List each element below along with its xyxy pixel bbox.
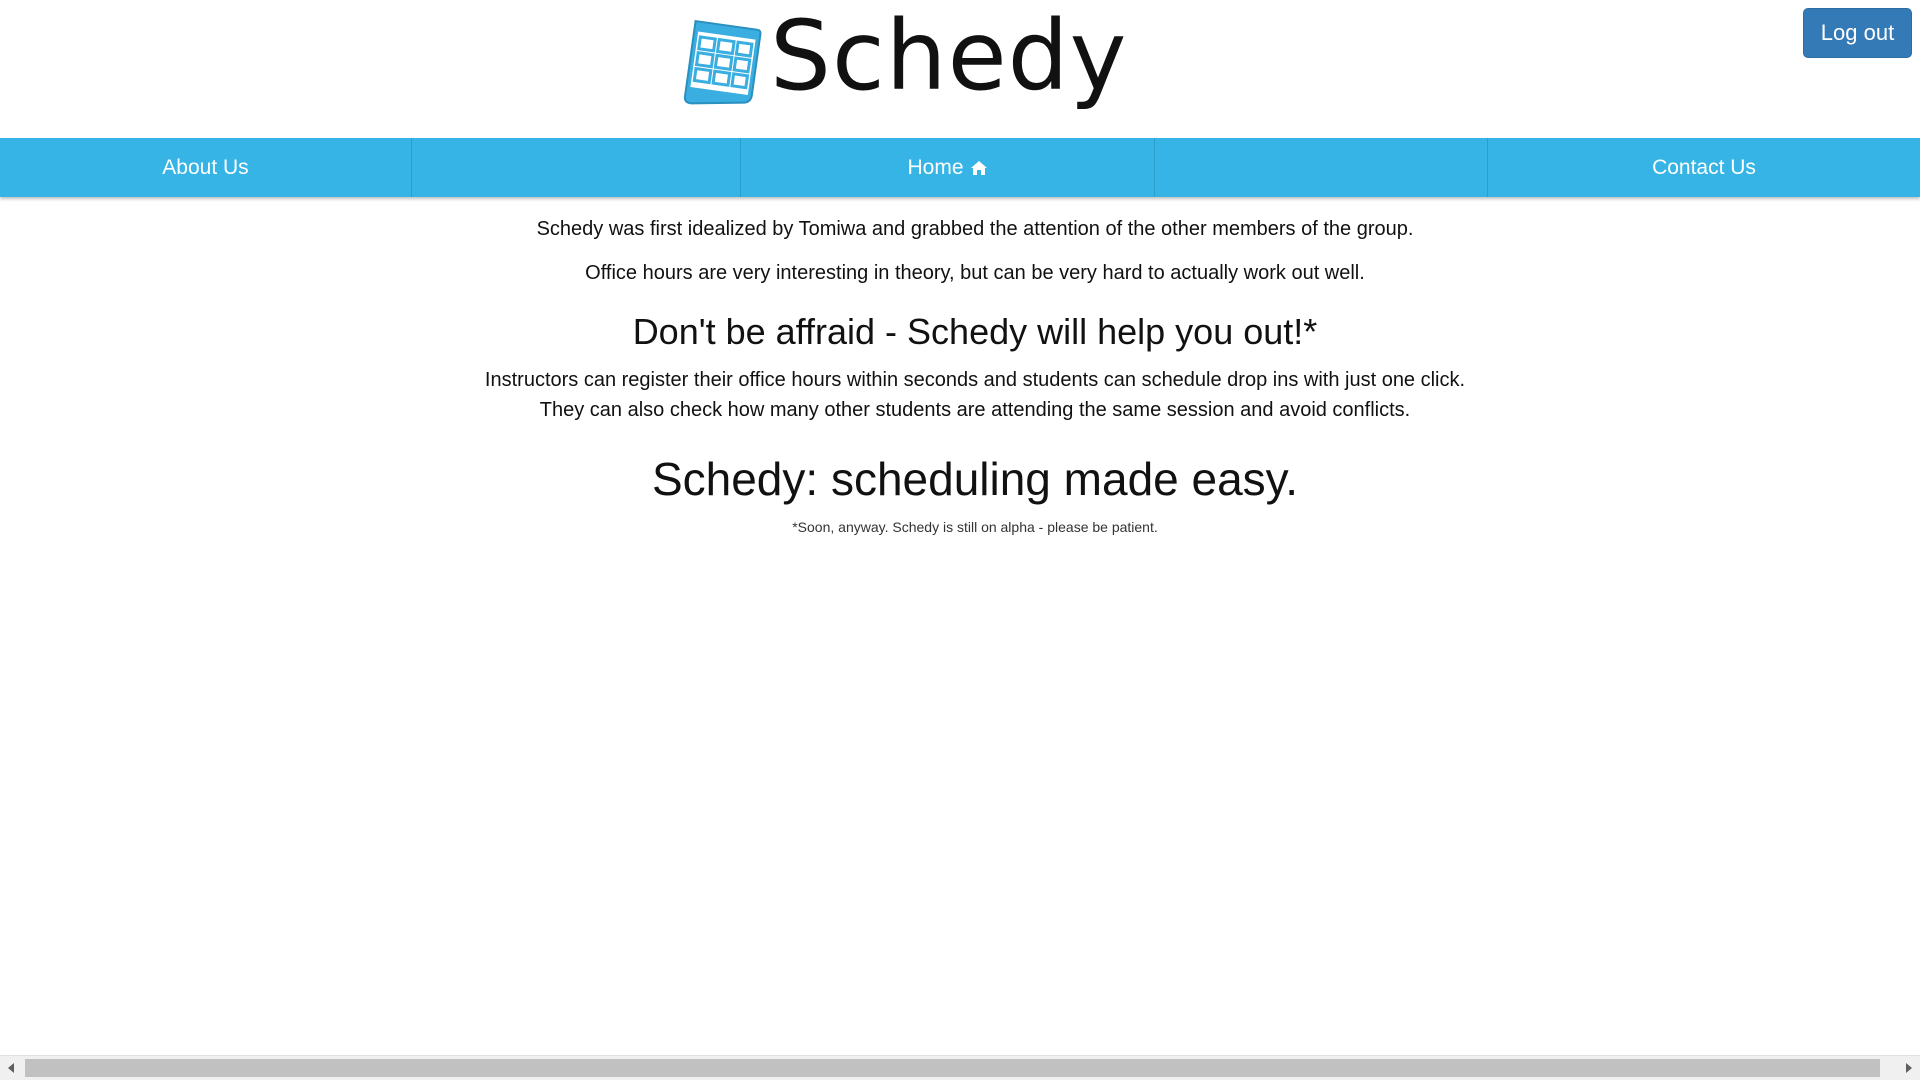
- nav-item-empty-2[interactable]: [1155, 138, 1488, 197]
- office-hours-text: Office hours are very interesting in theory, but can be very hard to actually work out well.: [585, 262, 1365, 284]
- intro-text: Schedy was first idealized by Tomiwa and grabbed the attention of the other members of the group.: [536, 218, 1414, 240]
- tagline-heading: Schedy: scheduling made easy.: [651, 453, 1299, 505]
- logo-text: Schedy: [770, 0, 1128, 112]
- main-nav: [0, 138, 1920, 197]
- horizontal-scrollbar[interactable]: [0, 1055, 1920, 1080]
- main-content: [0, 197, 1920, 535]
- arrow-left-icon[interactable]: [0, 1056, 24, 1080]
- description-line-1: Instructors can register their office hours within seconds and students can schedule drop ins with just one click.: [484, 369, 1466, 391]
- nav-item-home[interactable]: [741, 138, 1155, 197]
- header: [0, 0, 1920, 138]
- nav-item-about-us[interactable]: [0, 138, 412, 197]
- logo[interactable]: [680, 0, 1128, 118]
- nav-item-label: Contact Us: [1652, 155, 1756, 179]
- scrollbar-thumb[interactable]: [25, 1059, 1880, 1077]
- calendar-grid-icon: [680, 17, 762, 109]
- nav-item-label: Home: [907, 155, 964, 179]
- footnote: *Soon, anyway. Schedy is still on alpha - please be patient.: [792, 519, 1158, 535]
- nav-item-contact-us[interactable]: [1488, 138, 1920, 197]
- arrow-right-icon[interactable]: [1896, 1056, 1920, 1080]
- description-text: [0, 365, 1920, 425]
- nav-item-empty-1[interactable]: [412, 138, 741, 197]
- description-line-2: They can also check how many other students are attending the same session and avoid conflicts.: [539, 399, 1411, 421]
- help-heading: Don't be affraid - Schedy will help you out!*: [632, 311, 1318, 352]
- logout-button[interactable]: Log out: [1803, 8, 1912, 58]
- nav-item-label: About Us: [162, 155, 249, 179]
- home-icon: [970, 160, 988, 176]
